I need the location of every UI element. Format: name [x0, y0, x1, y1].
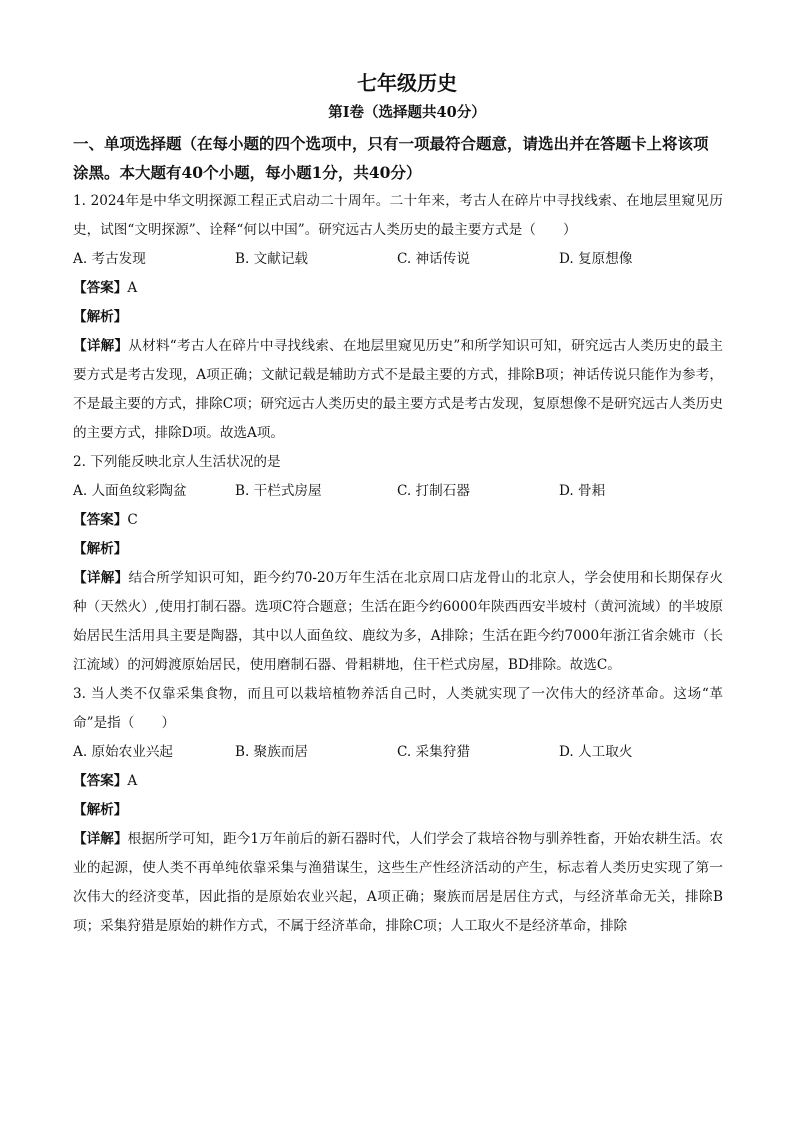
option-row: [73, 245, 723, 274]
answer-line: 【答案】A: [73, 773, 138, 789]
question-stem: 2. 下列能反映北京人生活状况的是: [73, 454, 281, 470]
page-title: 七年级历史: [357, 71, 457, 95]
option-row: [73, 477, 723, 506]
question-3: [73, 680, 723, 941]
option-d: D. 骨耜: [559, 483, 606, 499]
option-d: D. 人工取火: [559, 744, 633, 760]
detail-paragraph: 【详解】根据所学可知，距今1万年前后的新石器时代，人们学会了栽培谷物与驯养牲畜，开始农耕生活。农业的起源，使人类不再单纯依靠采集与渔猎谋生，这些生产性经济活动的产生，标志着人类历史实现了第一次伟大的经济变革，因此指的是原始农业兴起，A项正确；聚族而居是居住方式，与经济革命无关，排除B项；采集狩猎是原始的耕作方式，不属于经济革命，排除C项；人工取火不是经济革命，排除: [73, 831, 724, 934]
option-c: C. 采集狩猎: [397, 744, 470, 760]
option-c: C. 打制石器: [397, 483, 470, 499]
answer-value: A: [127, 773, 138, 789]
answer-line: 【答案】A: [73, 280, 138, 296]
detail-paragraph: 【详解】结合所学知识可知，距今约70-20万年生活在北京周口店龙骨山的北京人，学会使用和长期保存火种（天然火）,使用打制石器。选项C符合题意；生活在距今约6000年陕西西安半坡村（黄河流域）的半坡原始居民生活用具主要是陶器，其中以人面鱼纹、鹿纹为多，A排除；生活在距今约7000年浙江省余姚市（长江流域）的河姆渡原始居民，使用磨制石器、骨耜耕地，住干栏式房屋，BD排除。故选C。: [73, 570, 724, 673]
page-subtitle: 第Ⅰ卷（选择题共40分）: [328, 104, 486, 121]
option-row: [73, 738, 723, 767]
answer-line: 【答案】C: [73, 512, 138, 528]
question-2: [73, 448, 723, 680]
option-a: A. 原始农业兴起: [73, 744, 174, 760]
document-page: [73, 66, 723, 941]
option-c: C. 神话传说: [397, 251, 470, 267]
analysis-label: 【解析】: [73, 541, 128, 557]
question-stem: 3. 当人类不仅靠采集食物，而且可以栽培植物养活自己时，人类就实现了一次伟大的经济革命。这场“革命”是指（ ）: [73, 686, 723, 731]
option-b: B. 聚族而居: [235, 744, 309, 760]
analysis-label: 【解析】: [73, 802, 128, 818]
option-a: A. 人面鱼纹彩陶盆: [73, 483, 187, 499]
option-a: A. 考古发现: [73, 251, 146, 267]
question-1: [73, 187, 723, 448]
option-d: D. 复原想像: [559, 251, 633, 267]
section-heading: 一、单项选择题（在每小题的四个选项中，只有一项最符合题意，请选出并在答题卡上将该项涂黑。本大题有40个小题，每小题1分，共40分）: [73, 134, 709, 182]
detail-paragraph: 【详解】从材料“考古人在碎片中寻找线索、在地层里窥见历史”和所学知识可知，研究远古人类历史的最主要方式是考古发现，A项正确；文献记载是辅助方式不是最主要的方式，排除B项；神话传说只能作为参考，不是最主要的方式，排除C项；研究远古人类历史的最主要方式是考古发现，复原想像不是研究远古人类历史的主要方式，排除D项。故选A项。: [73, 338, 724, 441]
option-b: B. 干栏式房屋: [235, 483, 322, 499]
answer-value: C: [127, 512, 138, 528]
option-b: B. 文献记载: [235, 251, 309, 267]
question-stem: 1. 2024年是中华文明探源工程正式启动二十周年。二十年来，考古人在碎片中寻找线索、在地层里窥见历史，试图“文明探源”、诠释“何以中国”。研究远古人类历史的最主要方式是（ ）: [73, 193, 723, 238]
analysis-label: 【解析】: [73, 309, 128, 325]
answer-value: A: [127, 280, 138, 296]
